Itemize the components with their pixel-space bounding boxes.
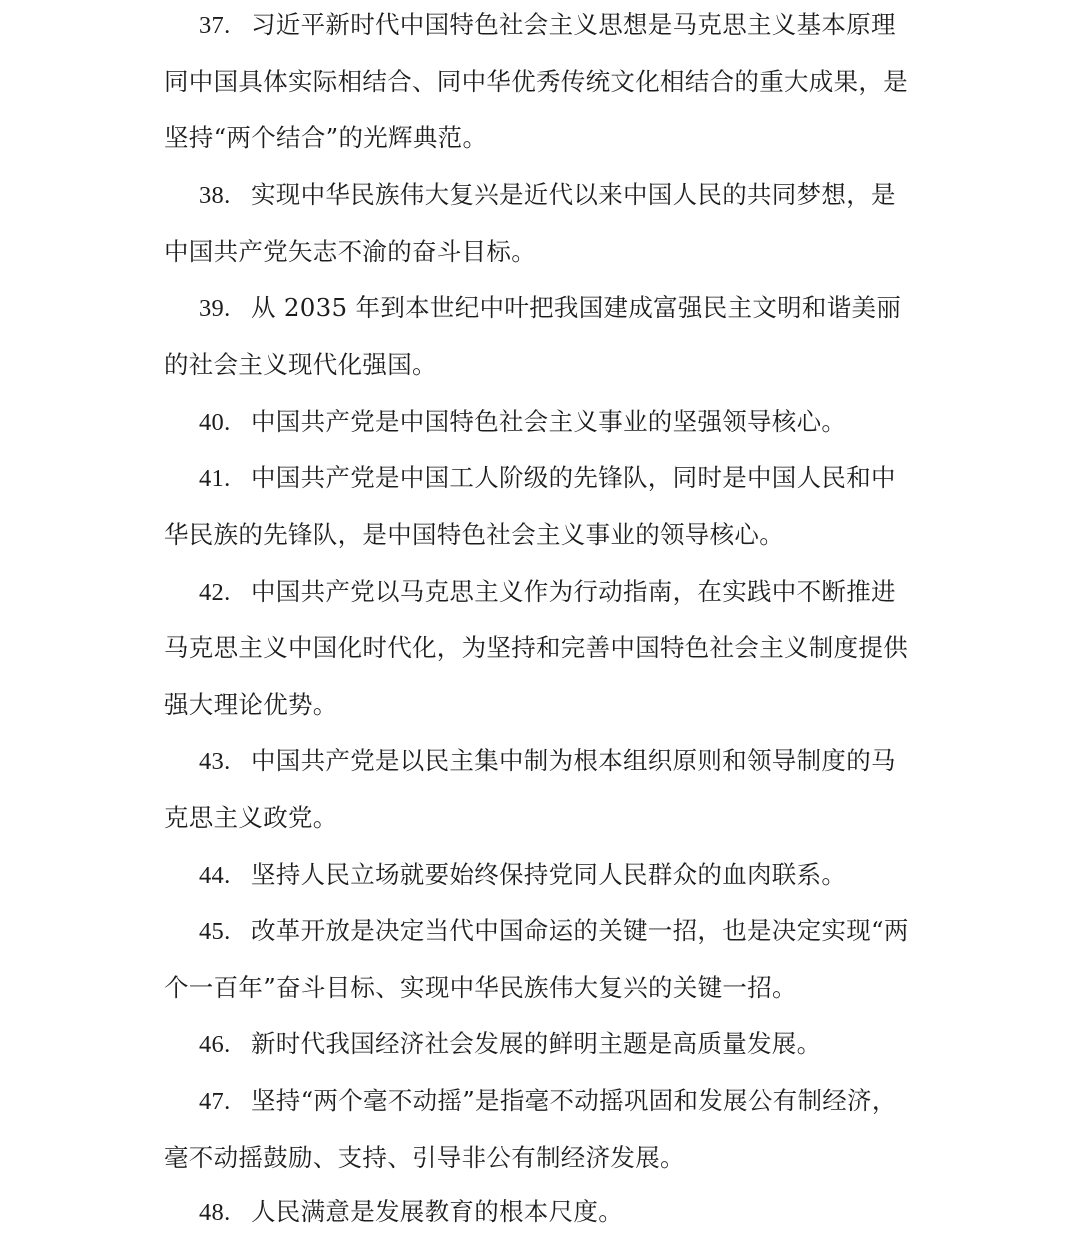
item-number: 40. <box>199 409 231 436</box>
item-text: 从 2035 年到本世纪中叶把我国建成富强民主文明和谐美丽 <box>251 293 902 322</box>
item-text: 人民满意是发展教育的根本尺度。 <box>251 1197 623 1226</box>
item-number: 47. <box>199 1088 231 1115</box>
item-48-line-1 <box>199 1192 919 1232</box>
item-number: 39. <box>199 295 231 322</box>
item-47-line-2: 毫不动摇鼓励、支持、引导非公有制经济发展。 <box>164 1143 685 1172</box>
item-number: 48. <box>199 1199 231 1226</box>
item-42-line-1 <box>199 572 919 612</box>
item-46-line-1 <box>199 1024 919 1064</box>
item-text: 中国共产党是以民主集中制为根本组织原则和领导制度的马 <box>251 746 896 775</box>
item-number: 37. <box>199 12 231 39</box>
item-47-line-1 <box>199 1081 919 1121</box>
item-38-line-2: 中国共产党矢志不渝的奋斗目标。 <box>164 237 536 266</box>
item-39-line-2: 的社会主义现代化强国。 <box>164 350 437 379</box>
item-42-line-3: 强大理论优势。 <box>164 690 338 719</box>
item-45-line-2: 个一百年”奋斗目标、实现中华民族伟大复兴的关键一招。 <box>164 973 797 1002</box>
item-39-line-1 <box>199 288 919 328</box>
item-37-line-3: 坚持“两个结合”的光辉典范。 <box>164 123 488 152</box>
item-41-line-2: 华民族的先锋队，是中国特色社会主义事业的领导核心。 <box>164 520 784 549</box>
item-number: 44. <box>199 862 231 889</box>
item-42-line-2: 马克思主义中国化时代化，为坚持和完善中国特色社会主义制度提供 <box>164 633 908 662</box>
item-text: 中国共产党以马克思主义作为行动指南，在实践中不断推进 <box>251 577 896 606</box>
item-38-line-1 <box>199 175 919 215</box>
item-number: 42. <box>199 579 231 606</box>
item-text: 中国共产党是中国工人阶级的先锋队，同时是中国人民和中 <box>251 463 896 492</box>
item-44-line-1 <box>199 855 919 895</box>
item-40-line-1 <box>199 402 919 442</box>
item-text: 坚持人民立场就要始终保持党同人民群众的血肉联系。 <box>251 860 847 889</box>
item-number: 41. <box>199 465 231 492</box>
item-number: 46. <box>199 1031 231 1058</box>
item-number: 45. <box>199 918 231 945</box>
item-43-line-1 <box>199 741 919 781</box>
item-37-line-2: 同中国具体实际相结合、同中华优秀传统文化相结合的重大成果，是 <box>164 67 908 96</box>
item-text: 新时代我国经济社会发展的鲜明主题是高质量发展。 <box>251 1029 822 1058</box>
item-text: 实现中华民族伟大复兴是近代以来中国人民的共同梦想，是 <box>251 180 896 209</box>
item-text: 中国共产党是中国特色社会主义事业的坚强领导核心。 <box>251 407 847 436</box>
item-text: 改革开放是决定当代中国命运的关键一招，也是决定实现“两 <box>251 916 909 945</box>
item-43-line-2: 克思主义政党。 <box>164 803 338 832</box>
item-text: 习近平新时代中国特色社会主义思想是马克思主义基本原理 <box>251 10 896 39</box>
item-number: 43. <box>199 748 231 775</box>
item-37-line-1 <box>199 5 919 45</box>
item-number: 38. <box>199 182 231 209</box>
item-45-line-1 <box>199 911 919 951</box>
item-41-line-1 <box>199 458 919 498</box>
item-text: 坚持“两个毫不动摇”是指毫不动摇巩固和发展公有制经济， <box>251 1086 897 1115</box>
